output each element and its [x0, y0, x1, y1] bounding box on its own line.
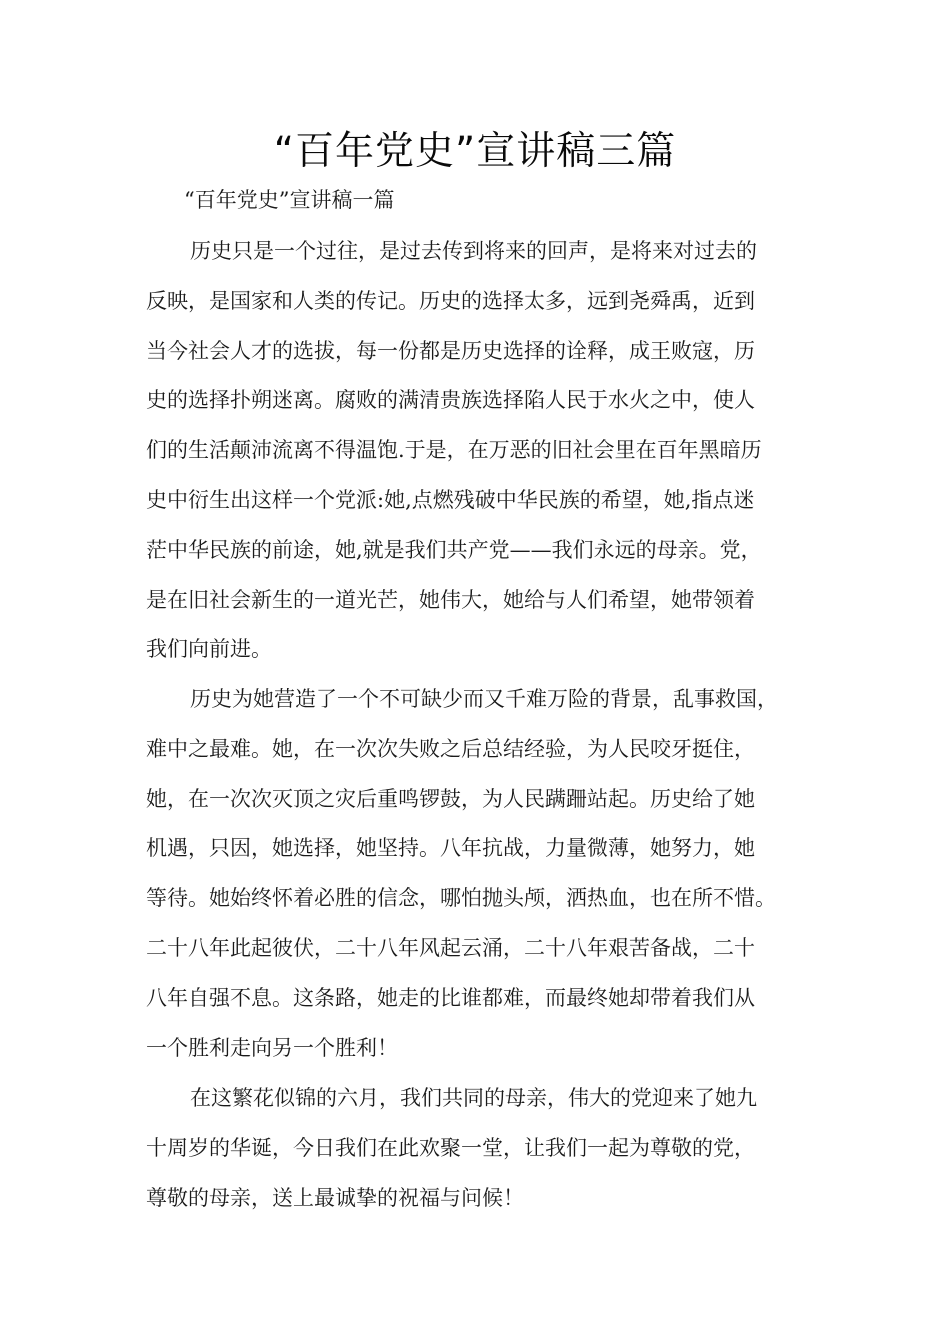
paragraph-line: 在这繁花似锦的六月，我们共同的母亲，伟大的党迎来了她九 [190, 1086, 757, 1110]
paragraph-2 [146, 675, 816, 1073]
paragraph-3 [146, 1074, 816, 1223]
paragraph-line: 历史为她营造了一个不可缺少而又千难万险的背景，乱事救国， [190, 687, 778, 711]
paragraph-line: 机遇，只因，她选择，她坚持。八年抗战，力量微薄，她努力，她 [146, 836, 755, 861]
paragraph-line: 二十八年此起彼伏，二十八年风起云涌，二十八年艰苦备战，二十 [146, 935, 755, 960]
paragraph-line: 是在旧社会新生的一道光芒，她伟大，她给与人们希望，她带领着 [146, 587, 755, 612]
paragraph-line: 她，在一次次灭顶之灾后重鸣锣鼓，为人民蹒跚站起。历史给了她 [146, 786, 755, 811]
paragraph-1 [146, 227, 816, 675]
paragraph-line: 一个胜利走向另一个胜利！ [146, 1035, 398, 1060]
paragraph-line: 历史只是一个过往，是过去传到将来的回声，是将来对过去的 [190, 239, 757, 263]
document-subtitle: “百年党史”宣讲稿一篇 [184, 188, 395, 212]
paragraph-line: 等待。她始终怀着必胜的信念，哪怕抛头颅，洒热血，也在所不惜。 [146, 886, 776, 911]
paragraph-line: 尊敬的母亲，送上最诚挚的祝福与问候！ [146, 1185, 524, 1210]
paragraph-line: 我们向前进。 [146, 637, 272, 662]
paragraph-line: 茫中华民族的前途，她,就是我们共产党——我们永远的母亲。党， [146, 537, 762, 562]
paragraph-line: 当今社会人才的选拔，每一份都是历史选择的诠释，成王败寇，历 [146, 338, 755, 363]
paragraph-line: 史的选择扑朔迷离。腐败的满清贵族选择陷人民于水火之中，使人 [146, 388, 755, 413]
paragraph-line: 反映，是国家和人类的传记。历史的选择太多，远到尧舜禹，近到 [146, 288, 755, 313]
paragraph-line: 十周岁的华诞，今日我们在此欢聚一堂，让我们一起为尊敬的党， [146, 1135, 755, 1160]
document-title: “百年党史”宣讲稿三篇 [273, 129, 677, 174]
paragraph-line: 难中之最难。她，在一次次失败之后总结经验，为人民咬牙挺住， [146, 736, 755, 761]
paragraph-line: 史中衍生出这样一个党派:她,点燃残破中华民族的希望，她,指点迷 [146, 487, 755, 512]
paragraph-line: 们的生活颠沛流离不得温饱.于是，在万恶的旧社会里在百年黑暗历 [146, 438, 762, 463]
paragraph-line: 八年自强不息。这条路，她走的比谁都难，而最终她却带着我们从 [146, 985, 755, 1010]
